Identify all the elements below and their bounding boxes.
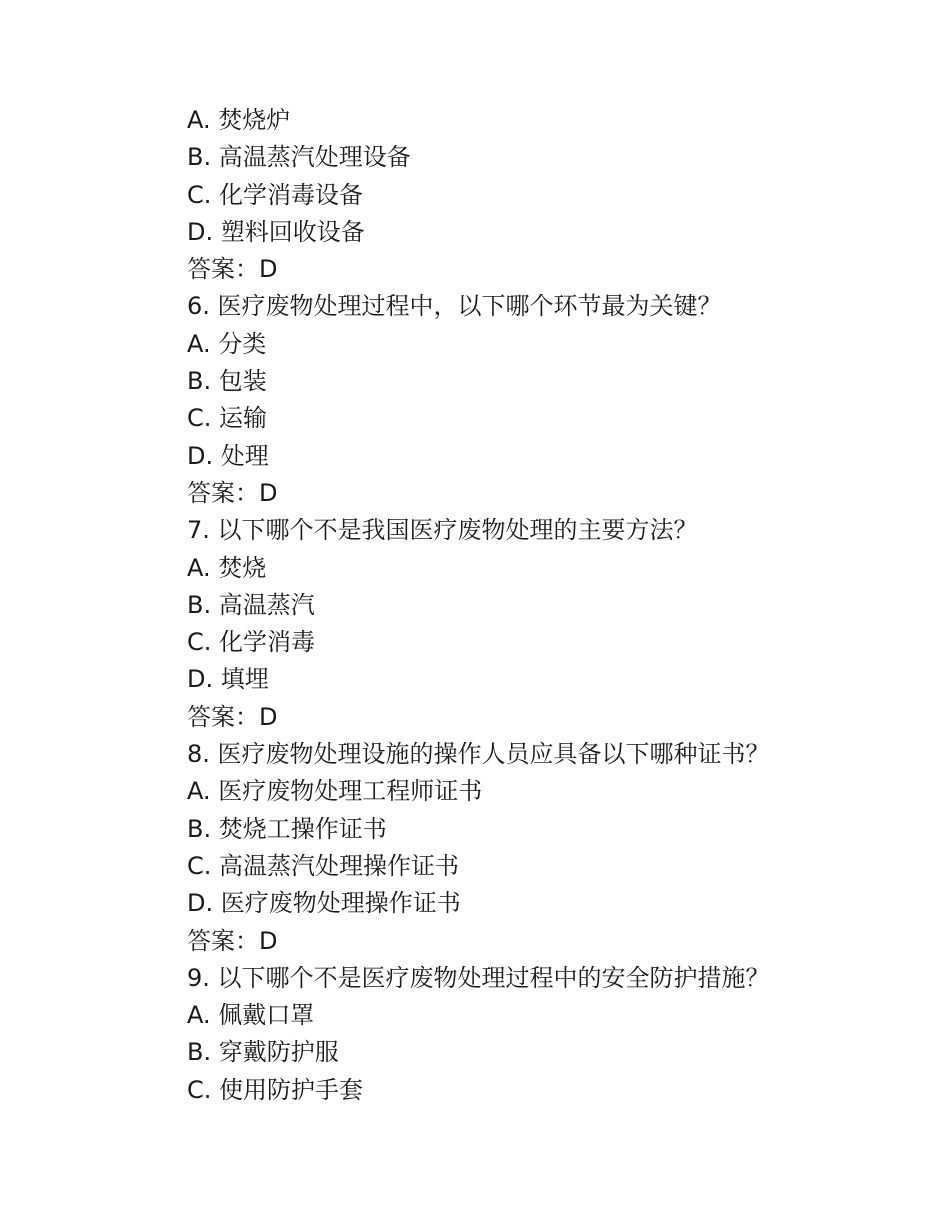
question-6: 6. 医疗废物处理过程中，以下哪个环节最为关键？ (187, 292, 722, 321)
answer-line: 答案：D (187, 702, 278, 731)
option-line: B. 高温蒸汽处理设备 (187, 143, 411, 172)
option-line: B. 高温蒸汽 (187, 590, 315, 619)
option-line: D. 处理 (187, 441, 269, 470)
option-line: C. 使用防护手套 (187, 1075, 364, 1104)
option-line: D. 填埋 (187, 665, 269, 694)
option-line: B. 焚烧工操作证书 (187, 814, 387, 843)
question-7: 7. 以下哪个不是我国医疗废物处理的主要方法？ (187, 516, 698, 545)
option-line: C. 运输 (187, 404, 268, 433)
option-line: D. 塑料回收设备 (187, 217, 365, 246)
option-line: B. 穿戴防护服 (187, 1038, 339, 1067)
question-9: 9. 以下哪个不是医疗废物处理过程中的安全防护措施？ (187, 963, 770, 992)
document-body (187, 102, 867, 1109)
answer-line: 答案：D (187, 478, 278, 507)
answer-line: 答案：D (187, 255, 278, 284)
option-line: A. 焚烧 (187, 553, 267, 582)
option-line: C. 化学消毒设备 (187, 180, 364, 209)
option-line: D. 医疗废物处理操作证书 (187, 889, 461, 918)
option-line: B. 包装 (187, 367, 267, 396)
option-line: A. 分类 (187, 329, 267, 358)
option-line: A. 佩戴口罩 (187, 1001, 315, 1030)
option-line: A. 医疗废物处理工程师证书 (187, 777, 483, 806)
question-8: 8. 医疗废物处理设施的操作人员应具备以下哪种证书？ (187, 740, 770, 769)
option-line: C. 高温蒸汽处理操作证书 (187, 851, 460, 880)
option-line: C. 化学消毒 (187, 628, 316, 657)
option-line: A. 焚烧炉 (187, 106, 291, 134)
answer-line: 答案：D (187, 926, 278, 955)
